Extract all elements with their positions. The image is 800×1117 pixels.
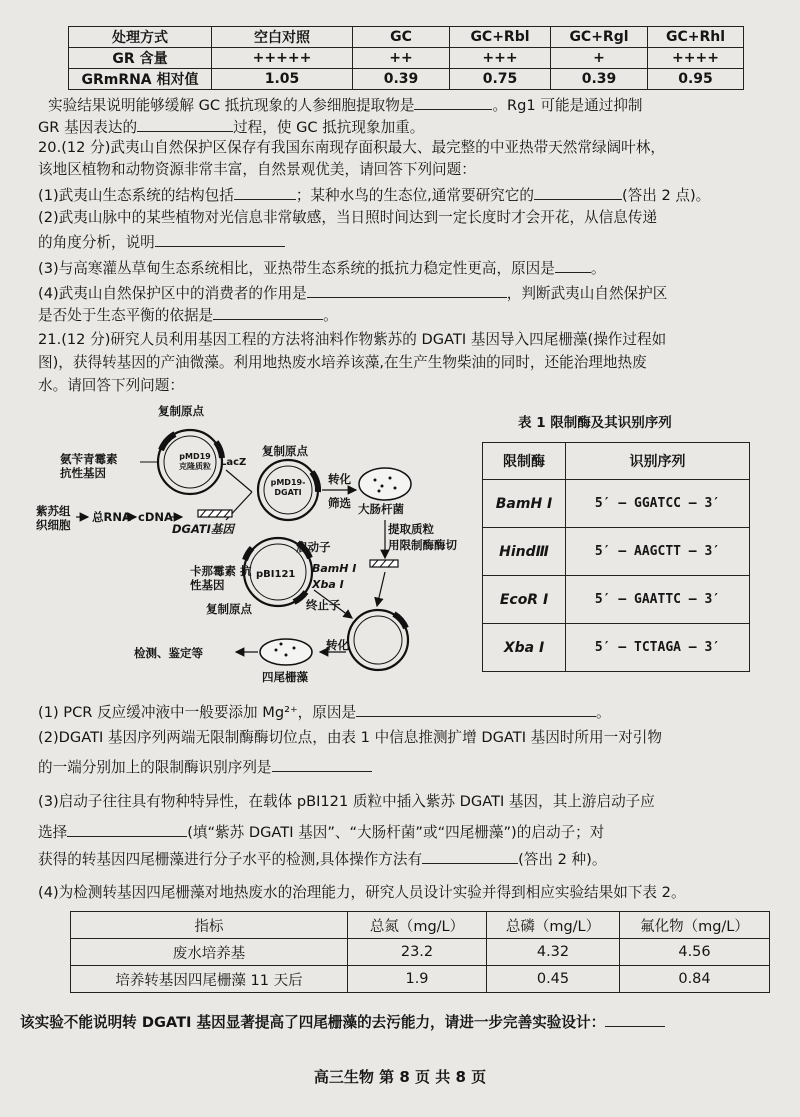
q20-intro: 20.(12 分)武夷山自然保护区保存有我国东南现存面积最大、最完整的中亚热带天然常绿阔叶林， <box>38 139 665 156</box>
q21-final-question <box>20 1010 768 1034</box>
answer-blank[interactable] <box>137 115 233 132</box>
question-text: 。 <box>596 704 611 721</box>
label-screen: 筛选 <box>328 496 351 510</box>
row-label: GRmRNA 相对值 <box>69 69 212 90</box>
question-text: 。 <box>323 307 338 324</box>
label-kana-resistance: 卡那霉素 抗性基因 <box>190 564 252 592</box>
table-cell: 0.84 <box>620 966 770 993</box>
table-cell: +++++ <box>212 48 353 69</box>
q20-part4 <box>38 281 786 305</box>
table-header-row <box>71 912 770 939</box>
q20-intro: 该地区植物和动物资源非常丰富，自然景观优美，请回答下列问题： <box>38 161 476 178</box>
table-cell: 1.9 <box>348 966 487 993</box>
label-cdna: cDNA <box>138 510 173 524</box>
table-row <box>483 576 750 624</box>
question-text: ；某种水鸟的生态位,通常要研究它的 <box>295 187 534 204</box>
table-header-cell: 氟化物（mg/L） <box>620 912 770 939</box>
answer-blank[interactable] <box>534 183 622 200</box>
label-algae: 四尾栅藻 <box>262 670 308 684</box>
label-detect: 检测、鉴定等 <box>134 646 203 660</box>
ecoli-dish-icon <box>359 468 411 500</box>
table-row <box>71 939 770 966</box>
table-header-cell: GC+Rgl <box>551 27 648 48</box>
q21-intro: 21.(12 分)研究人员利用基因工程的方法将油料作物紫苏的 DGATI 基因导入四尾栅藻(操作过程如 <box>38 331 667 348</box>
answer-blank[interactable] <box>422 847 518 864</box>
q19-line2 <box>38 115 786 139</box>
table-header-cell: GC+Rbl <box>450 27 551 48</box>
label-origin: 复制原点 <box>206 602 252 616</box>
q21-part2b <box>38 755 786 779</box>
table-header-cell: 总氮（mg/L） <box>348 912 487 939</box>
q20-part3 <box>38 256 786 280</box>
table-cell: 4.56 <box>620 939 770 966</box>
q20-part2b <box>38 230 786 254</box>
question-text: (答出 2 种)。 <box>518 851 607 868</box>
table-cell: 0.39 <box>353 69 450 90</box>
question-text: 获得的转基因四尾栅藻进行分子水平的检测,具体操作方法有 <box>38 851 423 868</box>
wastewater-results-table <box>70 911 770 993</box>
q19-line1 <box>48 93 796 117</box>
table-row <box>483 624 750 672</box>
table-header-cell: 总磷（mg/L） <box>487 912 620 939</box>
recognition-seq: 5′ – GGATCC – 3′ <box>566 480 750 528</box>
label-origin: 复制原点 <box>262 444 308 458</box>
question-text: (4)武夷山自然保护区中的消费者的作用是 <box>38 285 307 302</box>
table-row <box>69 69 744 90</box>
label-amp-resistance: 氨苄青霉素 抗性基因 <box>60 452 118 480</box>
q19-text: 实验结果说明能够缓解 GC 抵抗现象的人参细胞提取物是 <box>48 97 415 114</box>
table-header-row <box>69 27 744 48</box>
question-text: ，判断武夷山自然保护区 <box>506 285 668 302</box>
question-text: 是否处于生态平衡的依据是 <box>38 307 214 324</box>
table-cell: 23.2 <box>348 939 487 966</box>
enzyme-name: Xba I <box>483 624 566 672</box>
label-pmd19: pMD19 克隆质粒 <box>179 452 211 471</box>
q21-intro: 水。请回答下列问题： <box>38 377 184 394</box>
enzyme-name: HindⅢ <box>483 528 566 576</box>
answer-blank[interactable] <box>155 230 285 247</box>
table-row <box>71 966 770 993</box>
page-footer: 高三生物 第 8 页 共 8 页 <box>313 1068 487 1086</box>
table-row <box>483 480 750 528</box>
row-label: 培养转基因四尾栅藻 11 天后 <box>71 966 348 993</box>
table-header-row <box>483 443 750 480</box>
table-cell: + <box>551 48 648 69</box>
answer-blank[interactable] <box>213 303 323 320</box>
table-cell: ++ <box>353 48 450 69</box>
table-header-cell: 限制酶 <box>483 443 566 480</box>
q20-part2: (2)武夷山脉中的某些植物对光信息非常敏感，当日照时间达到一定长度时才会开花，从信息传递 <box>38 209 658 226</box>
recognition-seq: 5′ – TCTAGA – 3′ <box>566 624 750 672</box>
table-header-cell: 识别序列 <box>566 443 750 480</box>
answer-blank[interactable] <box>356 700 596 717</box>
question-text: (答出 2 点)。 <box>621 187 711 204</box>
q21-part1 <box>38 700 786 724</box>
label-total-rna: 总RNA <box>92 510 131 524</box>
table-row <box>483 528 750 576</box>
label-extract-plasmid: 提取质粒 <box>388 522 434 536</box>
table-cell: 1.05 <box>212 69 353 90</box>
q21-intro: 图)，获得转基因的产油微藻。利用地热废水培养该藻,在生产生物柴油的同时，还能治理地热废 <box>38 354 647 371</box>
gr-content-table <box>68 26 744 90</box>
q21-part4: (4)为检测转基因四尾栅藻对地热废水的治理能力，研究人员设计实验并得到相应实验结果如下表 2。 <box>38 884 686 901</box>
label-xba1: Xba I <box>312 578 344 591</box>
table-cell: 0.75 <box>450 69 551 90</box>
label-source-tissue: 紫苏组 织细胞 <box>36 504 71 532</box>
question-text: 选择 <box>38 824 68 841</box>
question-text: (填“紫苏 DGATI 基因”、“大肠杆菌”或“四尾栅藻”)的启动子；对 <box>187 824 605 841</box>
table-header-cell: 空白对照 <box>212 27 353 48</box>
table-cell: +++ <box>450 48 551 69</box>
answer-blank[interactable] <box>234 183 296 200</box>
table-header-cell: 处理方式 <box>69 27 212 48</box>
table-cell: 0.95 <box>648 69 744 90</box>
label-enzyme-cut: 用限制酶酶切 <box>388 538 457 552</box>
q19-text: 。Rg1 可能是通过抑制 <box>492 97 643 114</box>
algae-dish-icon <box>260 639 312 665</box>
q19-text: GR 基因表达的 <box>38 119 138 136</box>
label-pmd19-dgati: pMD19- DGATI <box>270 478 306 497</box>
label-transform: 转化 <box>326 638 349 652</box>
recognition-seq: 5′ – AAGCTT – 3′ <box>566 528 750 576</box>
label-ecoli: 大肠杆菌 <box>358 502 404 516</box>
restriction-enzyme-table <box>482 442 750 672</box>
table-cell: 0.45 <box>487 966 620 993</box>
q21-part3c <box>38 847 786 871</box>
question-text: 该实验不能说明转 DGATI 基因显著提高了四尾栅藻的去污能力，请进一步完善实验设计： <box>20 1014 606 1031</box>
label-promoter: 启动子 <box>296 540 331 554</box>
table-header-cell: 指标 <box>71 912 348 939</box>
table1-caption: 表 1 限制酶及其识别序列 <box>518 415 672 431</box>
enzyme-name: BamH I <box>483 480 566 528</box>
recognition-seq: 5′ – GAATTC – 3′ <box>566 576 750 624</box>
label-origin: 复制原点 <box>158 404 204 418</box>
answer-blank[interactable] <box>605 1010 665 1027</box>
label-bamh1: BamH I <box>312 562 357 575</box>
q21-part3b <box>38 820 786 844</box>
answer-blank[interactable] <box>67 820 187 837</box>
label-dgati-gene: DGATI基因 <box>172 522 234 536</box>
table-header-cell: GC <box>353 27 450 48</box>
q21-part2: (2)DGATI 基因序列两端无限制酶酶切位点，由表 1 中信息推测扩增 DGATI 基因时所用一对引物 <box>38 729 662 746</box>
table-row <box>69 48 744 69</box>
answer-blank[interactable] <box>555 256 591 273</box>
label-terminator: 终止子 <box>306 598 341 612</box>
table-cell: 0.39 <box>551 69 648 90</box>
question-text: (3)与高寒灌丛草甸生态系统相比，亚热带生态系统的抵抗力稳定性更高，原因是 <box>38 260 555 277</box>
row-label: 废水培养基 <box>71 939 348 966</box>
question-text: 。 <box>590 260 606 277</box>
q21-part3: (3)启动子往往具有物种特异性，在载体 pBI121 质粒中插入紫苏 DGATI 基因，其上游启动子应 <box>38 793 655 810</box>
table-cell: ++++ <box>648 48 744 69</box>
label-transform: 转化 <box>328 472 351 486</box>
answer-blank[interactable] <box>272 755 372 772</box>
row-label: GR 含量 <box>69 48 212 69</box>
question-text: (1)武夷山生态系统的结构包括 <box>38 187 234 204</box>
answer-blank[interactable] <box>414 93 492 110</box>
table-cell: 4.32 <box>487 939 620 966</box>
q20-part1 <box>38 183 786 207</box>
question-text: (1) PCR 反应缓冲液中一般要添加 Mg²⁺，原因是 <box>38 704 357 721</box>
q20-part4b <box>38 303 786 327</box>
question-text: 的角度分析，说明 <box>38 234 155 251</box>
question-text: 的一端分别加上的限制酶识别序列是 <box>38 759 272 776</box>
q19-text: 过程，使 GC 抵抗现象加重。 <box>233 119 425 136</box>
label-lacz: LacZ <box>220 457 247 468</box>
enzyme-name: EcoR I <box>483 576 566 624</box>
table-header-cell: GC+Rhl <box>648 27 744 48</box>
answer-blank[interactable] <box>307 281 507 298</box>
label-pbi121: pBI121 <box>256 569 296 580</box>
